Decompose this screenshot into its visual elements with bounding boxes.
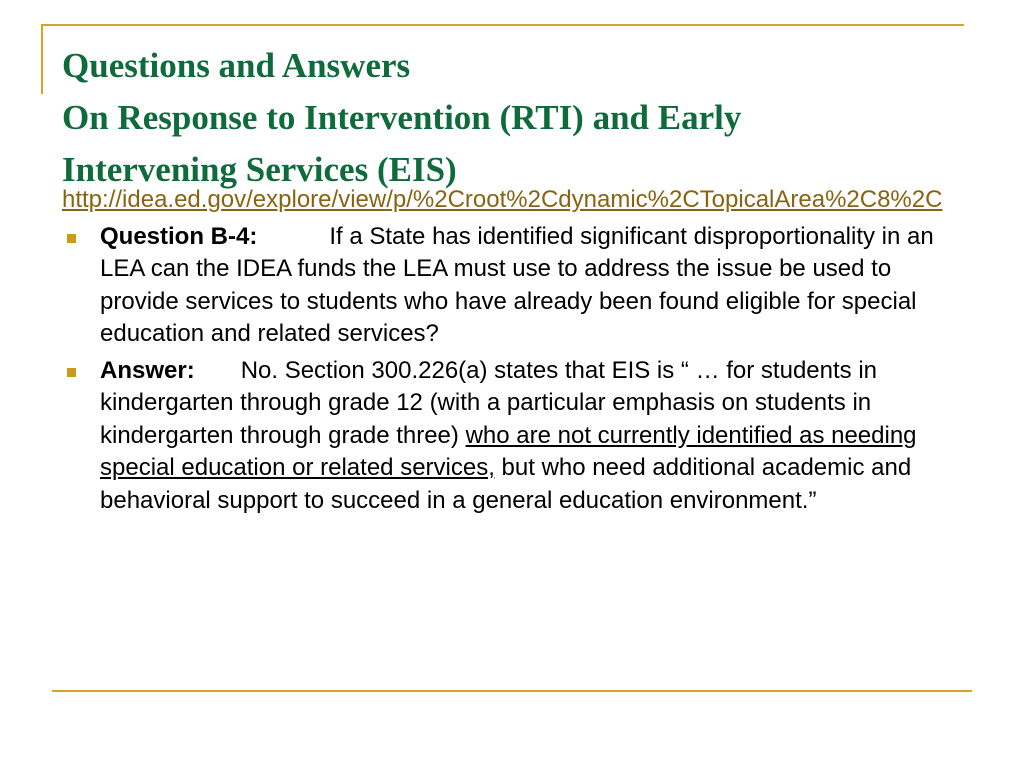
- slide-title: [62, 40, 982, 196]
- title-line-1: Questions and Answers: [62, 46, 411, 85]
- left-rule: [41, 24, 43, 94]
- slide-body: [62, 184, 962, 517]
- answer-text-before: No. Section 300.226(a) states that EIS is “ … for students in kindergarten through grade 12 (with a particular emphasis on students in kindergarten through grade three): [100, 356, 878, 449]
- answer-label: Answer:: [100, 356, 195, 384]
- source-link[interactable]: http://idea.ed.gov/explore/view/p/%2Croot%2Cdynamic%2CTopicalArea%2C8%2C: [62, 186, 943, 213]
- top-rule: [42, 24, 964, 26]
- answer-item: [62, 355, 962, 518]
- answer-text-after: but who need additional academic and behavioral support to succeed in a general education environment.”: [100, 454, 912, 514]
- title-line-3: Intervening Services (EIS): [62, 150, 457, 189]
- answer-text-underlined: who are not currently identified as needing special education or related services,: [100, 421, 917, 481]
- question-label: Question B-4:: [100, 222, 258, 250]
- question-text: If a State has identified significant disproportionality in an LEA can the IDEA funds the LEA must use to address the issue be used to provide services to students who have already been found eligible for special education and related services?: [100, 222, 934, 347]
- square-bullet-icon: [67, 234, 76, 243]
- question-item: [62, 221, 962, 351]
- title-line-2: On Response to Intervention (RTI) and Early: [62, 98, 742, 137]
- bottom-rule: [52, 690, 972, 692]
- square-bullet-icon: [67, 368, 76, 377]
